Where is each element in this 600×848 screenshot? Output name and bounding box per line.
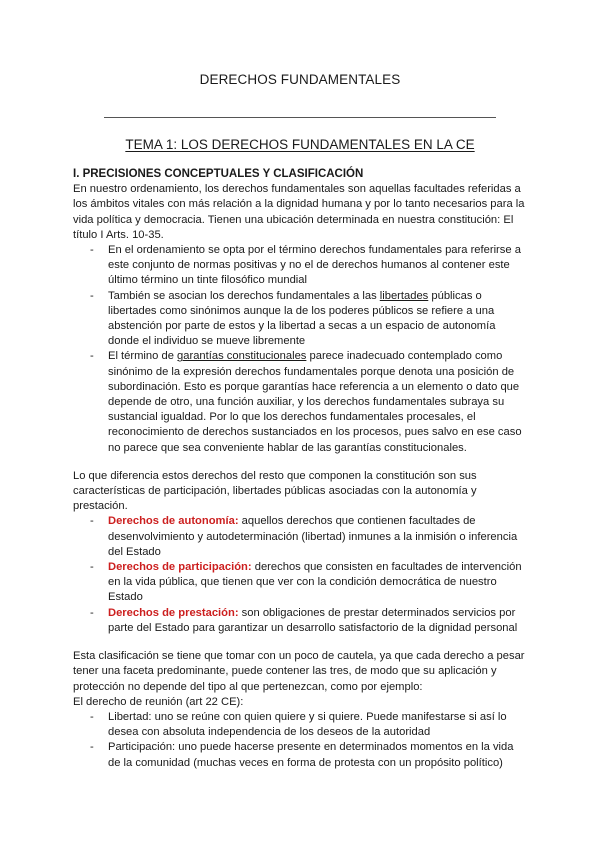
- list-item: [73, 243, 529, 289]
- underlined-term: libertades: [379, 289, 429, 302]
- list-item: [73, 606, 529, 636]
- list-item-text-post: parece inadecuado contemplado como sinónimo de la expresión derechos fundamentales porque denota una posición de subordinación. Esto es porque garantías hace referencia a un elemento o dato que depende de otro, una función auxiliar, y los derechos fundamentales subraya su sustancial igualdad. Por lo que los derechos fundamentales procesales, el reconocimiento de derechos sustanciados en los procesos, pues salvo en ese caso no parece que sea conveniente hablar de las garantías constitucionales.: [108, 350, 522, 454]
- document-body: [73, 167, 529, 771]
- list-item-text: Libertad: uno se reúne con quien quiere y si quiere. Puede manifestarse si así lo desea con absoluta independencia de los deseos de la autoridad: [108, 710, 507, 739]
- list-item-text-post: públicas o libertades como sinónimos aunque la de los poderes públicos se refiere a una abstención por parte de estos y la libertad a secas a un espacio de autonomía donde el individuo se mueve libremente: [108, 289, 496, 348]
- highlighted-term: Derechos de prestación:: [108, 606, 239, 619]
- list-item: [73, 740, 529, 770]
- underlined-term: garantías constitucionales: [177, 350, 307, 363]
- rights-types-list: [73, 514, 529, 636]
- list-item: [73, 560, 529, 606]
- list-item-text: son obligaciones de prestar determinados servicios por parte del Estado para garantizar un desarrollo satisfactorio de la dignidad personal: [108, 606, 518, 634]
- document-title: DERECHOS FUNDAMENTALES: [199, 72, 401, 87]
- intro-paragraph: En nuestro ordenamiento, los derechos fundamentales son aquellas facultades referidas a los ámbitos vitales con más relación a la dignidad humana y por lo tanto necesarios para la vida política y democracia. Tienen una ubicación determinada en nuestra constitución: El título I Arts. 10-35.: [73, 183, 525, 241]
- bullet-dash: -: [90, 741, 94, 754]
- highlighted-term: Derechos de autonomía:: [108, 515, 239, 528]
- list-item-text: En el ordenamiento se opta por el término derechos fundamentales para referirse a este conjunto de normas positivas y no el de derechos humanos al contener este último término un tinte filosófico mundial: [108, 244, 521, 287]
- list-item: [73, 289, 529, 350]
- classification-paragraph: Esta clasificación se tiene que tomar con un poco de cautela, ya que cada derecho a pesar tener una faceta predominante, puede contener las tres, de modo que su aplicación y protección no depende del tipo al que pertenezcan, como por ejemplo:: [73, 650, 525, 693]
- bullet-dash: -: [90, 244, 94, 257]
- paragraph-gap: [73, 456, 529, 469]
- bullet-dash: -: [90, 561, 94, 574]
- list-item-text-pre: El término de: [108, 350, 178, 363]
- list-item: [73, 710, 529, 740]
- list-item: [73, 349, 529, 455]
- bullet-dash: -: [90, 289, 94, 302]
- topic-title: [0, 137, 600, 152]
- concept-list: [73, 243, 529, 456]
- list-item-text: derechos que consisten en facultades de intervención en la vida pública, que tienen que ver con la condición democrática de nuestro Estado: [108, 561, 522, 604]
- bullet-dash: -: [90, 350, 94, 363]
- characteristics-paragraph: Lo que diferencia estos derechos del resto que componen la constitución son sus características de participación, libertades públicas asociadas con la autonomía y prestación.: [73, 469, 477, 513]
- title-divider: [104, 117, 496, 118]
- bullet-dash: -: [90, 710, 94, 723]
- bullet-dash: -: [90, 515, 94, 528]
- highlighted-term: Derechos de participación:: [108, 561, 252, 574]
- example-list: [73, 710, 529, 771]
- list-item-text: aquellos derechos que contienen facultades de desenvolvimiento y autodeterminación (libertad) inmunes a la inmisión o inferencia del Estado: [108, 515, 518, 558]
- list-item-text: Participación: uno puede hacerse presente en determinados momentos en la vida de la comunidad (muchas veces en forma de protesta con un propósito político): [108, 741, 514, 769]
- list-item-text-pre: También se asocian los derechos fundamentales a las: [108, 289, 380, 302]
- paragraph-gap: [73, 636, 529, 649]
- bullet-dash: -: [90, 606, 94, 619]
- list-item: [73, 514, 529, 560]
- example-line: El derecho de reunión (art 22 CE):: [73, 695, 244, 708]
- topic-title-text: TEMA 1: LOS DERECHOS FUNDAMENTALES EN LA CE: [125, 137, 475, 152]
- section-heading: I. PRECISIONES CONCEPTUALES Y CLASIFICACIÓN: [73, 168, 364, 180]
